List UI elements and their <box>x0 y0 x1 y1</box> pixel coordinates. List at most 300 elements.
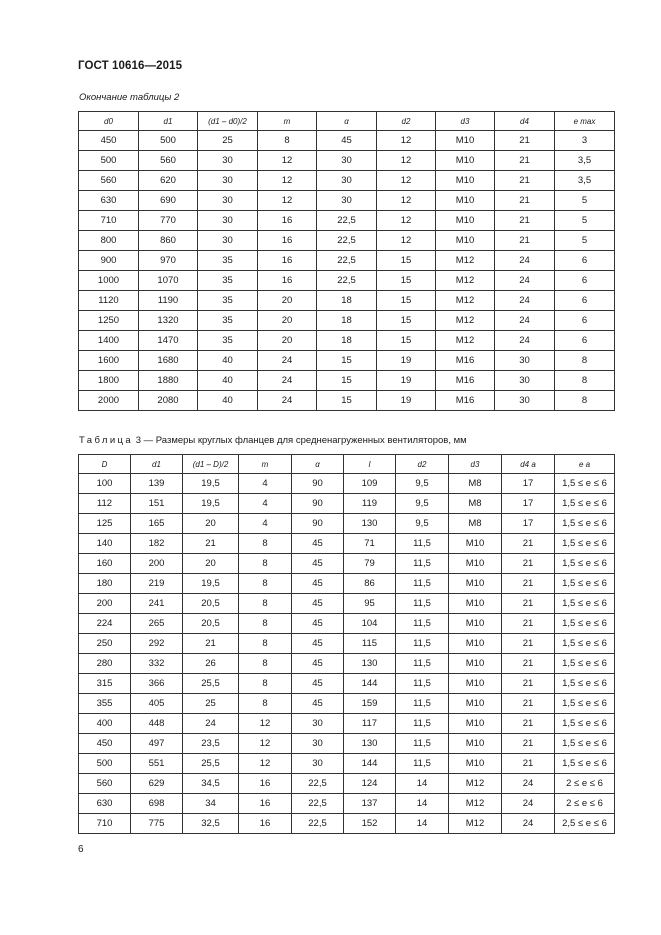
table-cell: 18 <box>317 291 377 311</box>
table-cell: 30 <box>495 351 555 371</box>
table-cell: 1800 <box>79 371 139 391</box>
table-cell: 117 <box>344 714 396 734</box>
table-cell: 45 <box>317 131 377 151</box>
table-cell: 1120 <box>79 291 139 311</box>
table-cell: 159 <box>344 694 396 714</box>
table-cell: 21 <box>495 171 555 191</box>
table-cell: 12 <box>377 171 436 191</box>
table-cell: 25,5 <box>183 674 239 694</box>
table-cell: 11,5 <box>396 754 449 774</box>
table-cell: 11,5 <box>396 534 449 554</box>
table-row <box>79 654 615 674</box>
table-cell: 30 <box>198 191 258 211</box>
table-cell: M10 <box>449 694 502 714</box>
table-cell: 21 <box>502 654 555 674</box>
column-header: m <box>258 112 317 131</box>
table-cell: 137 <box>344 794 396 814</box>
table-cell: 710 <box>79 814 131 834</box>
table-cell: 45 <box>292 654 344 674</box>
table-cell: 34 <box>183 794 239 814</box>
table-cell: 500 <box>139 131 198 151</box>
table-cell: 30 <box>198 231 258 251</box>
table-cell: 12 <box>377 211 436 231</box>
table-cell: 1,5 ≤ e ≤ 6 <box>555 514 615 534</box>
table-cell: 1000 <box>79 271 139 291</box>
table-cell: 40 <box>198 351 258 371</box>
table-cell: 12 <box>258 151 317 171</box>
table-cell: 900 <box>79 251 139 271</box>
table-cell: 21 <box>502 554 555 574</box>
table-cell: 8 <box>239 534 292 554</box>
table-cell: 8 <box>239 674 292 694</box>
table-cell: 21 <box>183 634 239 654</box>
table-cell: 21 <box>502 534 555 554</box>
table-cell: 71 <box>344 534 396 554</box>
table-row <box>79 311 615 331</box>
table-cell: 21 <box>495 151 555 171</box>
table-cell: M12 <box>436 331 495 351</box>
table-cell: 182 <box>131 534 183 554</box>
table-cell: 14 <box>396 814 449 834</box>
table-cell: 450 <box>79 734 131 754</box>
table-cell: 16 <box>258 231 317 251</box>
table-cell: 1320 <box>139 311 198 331</box>
table-cell: 26 <box>183 654 239 674</box>
table-cell: M10 <box>449 654 502 674</box>
table-row <box>79 171 615 191</box>
table-cell: M12 <box>436 291 495 311</box>
table-cell: 24 <box>502 774 555 794</box>
table-cell: 19 <box>377 391 436 411</box>
table-cell: 20 <box>183 514 239 534</box>
table-cell: 21 <box>495 211 555 231</box>
column-header: d3 <box>436 112 495 131</box>
table-cell: 224 <box>79 614 131 634</box>
table3-caption-text: 3 — Размеры круглых фланцев для средненагруженных вентиляторов, мм <box>133 435 467 446</box>
table-header-row <box>79 112 615 131</box>
table-cell: 15 <box>377 291 436 311</box>
table-cell: M12 <box>449 814 502 834</box>
table-cell: 24 <box>258 371 317 391</box>
table-row <box>79 554 615 574</box>
table-cell: 1,5 ≤ e ≤ 6 <box>555 634 615 654</box>
table-cell: 1250 <box>79 311 139 331</box>
table-row <box>79 474 615 494</box>
table-cell: 551 <box>131 754 183 774</box>
table-cell: 17 <box>502 514 555 534</box>
table-row <box>79 291 615 311</box>
table-cell: 40 <box>198 391 258 411</box>
table-cell: 355 <box>79 694 131 714</box>
table-cell: 9,5 <box>396 474 449 494</box>
table-cell: 630 <box>79 794 131 814</box>
table-cell: 1,5 ≤ e ≤ 6 <box>555 654 615 674</box>
table-cell: 800 <box>79 231 139 251</box>
table-cell: 450 <box>79 131 139 151</box>
table-cell: 16 <box>258 271 317 291</box>
table-header-row <box>79 455 615 474</box>
table-cell: 45 <box>292 534 344 554</box>
table-cell: 366 <box>131 674 183 694</box>
table-cell: 30 <box>495 391 555 411</box>
table-cell: 560 <box>79 774 131 794</box>
table-cell: 139 <box>131 474 183 494</box>
column-header: d4 a <box>502 455 555 474</box>
table-cell: 40 <box>198 371 258 391</box>
table-cell: 32,5 <box>183 814 239 834</box>
table-cell: 12 <box>258 191 317 211</box>
table-cell: M10 <box>449 534 502 554</box>
table-cell: 34,5 <box>183 774 239 794</box>
column-header: (d1 – d0)/2 <box>198 112 258 131</box>
table-cell: 11,5 <box>396 614 449 634</box>
table-cell: 1,5 ≤ e ≤ 6 <box>555 574 615 594</box>
column-header: m <box>239 455 292 474</box>
table-cell: 15 <box>377 251 436 271</box>
table-cell: 22,5 <box>317 231 377 251</box>
column-header: d3 <box>449 455 502 474</box>
table-cell: 1,5 ≤ e ≤ 6 <box>555 754 615 774</box>
table-cell: 35 <box>198 311 258 331</box>
column-header: (d1 – D)/2 <box>183 455 239 474</box>
table-row <box>79 271 615 291</box>
table2-caption: Окончание таблицы 2 <box>79 92 180 103</box>
table-row <box>79 371 615 391</box>
table-cell: 448 <box>131 714 183 734</box>
table-cell: 100 <box>79 474 131 494</box>
table-cell: 140 <box>79 534 131 554</box>
table-cell: 8 <box>555 371 615 391</box>
table-cell: 1,5 ≤ e ≤ 6 <box>555 714 615 734</box>
table-cell: 30 <box>198 171 258 191</box>
table-cell: M10 <box>449 714 502 734</box>
column-header: d0 <box>79 112 139 131</box>
table-cell: 21 <box>495 231 555 251</box>
table-cell: 11,5 <box>396 574 449 594</box>
table-cell: 265 <box>131 614 183 634</box>
table-cell: 292 <box>131 634 183 654</box>
table-cell: 11,5 <box>396 714 449 734</box>
table-cell: 25,5 <box>183 754 239 774</box>
table-cell: 45 <box>292 574 344 594</box>
table-cell: 22,5 <box>292 814 344 834</box>
table-row <box>79 594 615 614</box>
table-cell: 970 <box>139 251 198 271</box>
table-cell: 24 <box>495 311 555 331</box>
table-cell: M10 <box>436 191 495 211</box>
table-cell: 1600 <box>79 351 139 371</box>
table-cell: 35 <box>198 291 258 311</box>
table-row <box>79 754 615 774</box>
table-cell: 2 ≤ e ≤ 6 <box>555 774 615 794</box>
table-cell: 19 <box>377 371 436 391</box>
table-cell: 15 <box>317 351 377 371</box>
table-cell: 4 <box>239 474 292 494</box>
table-cell: M8 <box>449 514 502 534</box>
table-cell: M12 <box>436 311 495 331</box>
table-cell: 8 <box>258 131 317 151</box>
table-row <box>79 151 615 171</box>
table-cell: 1,5 ≤ e ≤ 6 <box>555 494 615 514</box>
table-cell: 2 ≤ e ≤ 6 <box>555 794 615 814</box>
table-cell: 22,5 <box>292 794 344 814</box>
table-cell: 24 <box>502 814 555 834</box>
table-cell: 12 <box>239 714 292 734</box>
table-cell: 20 <box>258 311 317 331</box>
table-cell: 24 <box>495 271 555 291</box>
table-cell: M16 <box>436 391 495 411</box>
table-cell: 24 <box>502 794 555 814</box>
table-cell: 1880 <box>139 371 198 391</box>
table-cell: 6 <box>555 291 615 311</box>
table-cell: 124 <box>344 774 396 794</box>
table-cell: 30 <box>317 191 377 211</box>
table-cell: 24 <box>258 351 317 371</box>
table-cell: 8 <box>555 351 615 371</box>
table-cell: 30 <box>317 171 377 191</box>
table-cell: 12 <box>377 231 436 251</box>
table-cell: 315 <box>79 674 131 694</box>
table-cell: M12 <box>436 271 495 291</box>
table-cell: M10 <box>449 614 502 634</box>
table-cell: 90 <box>292 514 344 534</box>
table-cell: 500 <box>79 754 131 774</box>
table-cell: 119 <box>344 494 396 514</box>
table-cell: 19 <box>377 351 436 371</box>
table-cell: M10 <box>436 211 495 231</box>
table-cell: 160 <box>79 554 131 574</box>
table-row <box>79 391 615 411</box>
table-cell: 21 <box>502 714 555 734</box>
column-header: l <box>344 455 396 474</box>
page-number: 6 <box>78 844 84 855</box>
table-cell: M10 <box>436 171 495 191</box>
table-cell: 30 <box>198 211 258 231</box>
table-cell: 18 <box>317 311 377 331</box>
table-cell: 11,5 <box>396 694 449 714</box>
table-cell: 629 <box>131 774 183 794</box>
table-cell: 104 <box>344 614 396 634</box>
table-cell: 560 <box>139 151 198 171</box>
table-cell: 125 <box>79 514 131 534</box>
column-header: d1 <box>139 112 198 131</box>
table-cell: 180 <box>79 574 131 594</box>
table-cell: 1,5 ≤ e ≤ 6 <box>555 474 615 494</box>
table-cell: 21 <box>502 594 555 614</box>
table-cell: 630 <box>79 191 139 211</box>
table-cell: 22,5 <box>317 211 377 231</box>
table-cell: 11,5 <box>396 594 449 614</box>
table-cell: 30 <box>292 714 344 734</box>
table-cell: 21 <box>502 614 555 634</box>
table-cell: 35 <box>198 251 258 271</box>
table-cell: 1190 <box>139 291 198 311</box>
table-cell: M10 <box>449 674 502 694</box>
table-cell: 16 <box>239 814 292 834</box>
table-cell: 152 <box>344 814 396 834</box>
table-cell: 30 <box>317 151 377 171</box>
table-row <box>79 514 615 534</box>
table3-caption-label: Таблица <box>79 435 134 446</box>
table-cell: 250 <box>79 634 131 654</box>
table-cell: 30 <box>495 371 555 391</box>
column-header: d1 <box>131 455 183 474</box>
table-cell: M16 <box>436 371 495 391</box>
table-cell: 18 <box>317 331 377 351</box>
table-cell: 560 <box>79 171 139 191</box>
table-cell: 45 <box>292 634 344 654</box>
table-cell: 20 <box>258 291 317 311</box>
table-cell: M10 <box>449 634 502 654</box>
table-row <box>79 331 615 351</box>
table-3 <box>78 454 615 834</box>
table-cell: 400 <box>79 714 131 734</box>
table-cell: 1070 <box>139 271 198 291</box>
table-cell: 19,5 <box>183 574 239 594</box>
table-cell: 109 <box>344 474 396 494</box>
table-cell: 3 <box>555 131 615 151</box>
table-cell: 6 <box>555 311 615 331</box>
table-row <box>79 774 615 794</box>
table-cell: 8 <box>239 634 292 654</box>
table-cell: M12 <box>449 774 502 794</box>
table-cell: 21 <box>502 634 555 654</box>
table-cell: 95 <box>344 594 396 614</box>
table-cell: 200 <box>131 554 183 574</box>
column-header: e max <box>555 112 615 131</box>
table-cell: 5 <box>555 231 615 251</box>
table-cell: 22,5 <box>317 251 377 271</box>
table-cell: 1,5 ≤ e ≤ 6 <box>555 694 615 714</box>
table-cell: 241 <box>131 594 183 614</box>
table-cell: 45 <box>292 554 344 574</box>
table-cell: 21 <box>495 131 555 151</box>
table-cell: 21 <box>502 694 555 714</box>
table-cell: 14 <box>396 774 449 794</box>
table-cell: 1,5 ≤ e ≤ 6 <box>555 554 615 574</box>
table-cell: 11,5 <box>396 634 449 654</box>
table-cell: 8 <box>239 574 292 594</box>
table-cell: 690 <box>139 191 198 211</box>
table-cell: 16 <box>258 251 317 271</box>
table-cell: 45 <box>292 694 344 714</box>
table-cell: 79 <box>344 554 396 574</box>
table-cell: 35 <box>198 331 258 351</box>
table-cell: M8 <box>449 494 502 514</box>
table-cell: 12 <box>377 191 436 211</box>
table-row <box>79 814 615 834</box>
table-cell: 30 <box>292 754 344 774</box>
table-cell: 497 <box>131 734 183 754</box>
column-header: d2 <box>377 112 436 131</box>
table-cell: 698 <box>131 794 183 814</box>
table-cell: 219 <box>131 574 183 594</box>
table-cell: 35 <box>198 271 258 291</box>
table-cell: 45 <box>292 594 344 614</box>
table-cell: 1470 <box>139 331 198 351</box>
table-row <box>79 191 615 211</box>
table-cell: 15 <box>317 391 377 411</box>
table-cell: 1,5 ≤ e ≤ 6 <box>555 674 615 694</box>
table-row <box>79 131 615 151</box>
table-cell: 20 <box>258 331 317 351</box>
table-cell: M10 <box>449 734 502 754</box>
table-cell: 144 <box>344 754 396 774</box>
table-cell: 17 <box>502 494 555 514</box>
table-cell: M12 <box>436 251 495 271</box>
table-cell: 19,5 <box>183 494 239 514</box>
table-cell: M12 <box>449 794 502 814</box>
table-row <box>79 674 615 694</box>
column-header: d2 <box>396 455 449 474</box>
table-cell: 151 <box>131 494 183 514</box>
table-cell: M8 <box>449 474 502 494</box>
table-cell: 165 <box>131 514 183 534</box>
table-cell: 2000 <box>79 391 139 411</box>
table-row <box>79 351 615 371</box>
table-cell: 130 <box>344 654 396 674</box>
table-cell: 710 <box>79 211 139 231</box>
table-cell: 8 <box>239 654 292 674</box>
table-cell: 5 <box>555 211 615 231</box>
table3-caption <box>79 435 467 446</box>
table-cell: 332 <box>131 654 183 674</box>
table-cell: 90 <box>292 494 344 514</box>
table-cell: 6 <box>555 331 615 351</box>
table-row <box>79 494 615 514</box>
table-row <box>79 211 615 231</box>
table-cell: 6 <box>555 251 615 271</box>
table-cell: 200 <box>79 594 131 614</box>
table-cell: 24 <box>495 291 555 311</box>
table-cell: 500 <box>79 151 139 171</box>
table-cell: 25 <box>183 694 239 714</box>
table-cell: 6 <box>555 271 615 291</box>
table-cell: 8 <box>239 614 292 634</box>
column-header: e a <box>555 455 615 474</box>
column-header: α <box>292 455 344 474</box>
table-cell: 45 <box>292 674 344 694</box>
table-cell: 130 <box>344 734 396 754</box>
table-cell: 9,5 <box>396 494 449 514</box>
table-cell: 770 <box>139 211 198 231</box>
table-cell: M10 <box>449 754 502 774</box>
table-cell: 12 <box>239 754 292 774</box>
table-cell: 280 <box>79 654 131 674</box>
table-cell: 21 <box>502 574 555 594</box>
table-row <box>79 614 615 634</box>
table-cell: 24 <box>183 714 239 734</box>
column-header: d4 <box>495 112 555 131</box>
table-cell: 3,5 <box>555 151 615 171</box>
table-cell: 19,5 <box>183 474 239 494</box>
table-cell: 15 <box>377 311 436 331</box>
table-cell: 15 <box>317 371 377 391</box>
table-cell: 8 <box>239 594 292 614</box>
table-cell: 9,5 <box>396 514 449 534</box>
table-row <box>79 714 615 734</box>
table-cell: 1,5 ≤ e ≤ 6 <box>555 614 615 634</box>
table-cell: 16 <box>258 211 317 231</box>
table-cell: 21 <box>502 674 555 694</box>
table-cell: 3,5 <box>555 171 615 191</box>
table-cell: 1680 <box>139 351 198 371</box>
table-cell: M10 <box>449 554 502 574</box>
table-cell: 11,5 <box>396 734 449 754</box>
column-header: α <box>317 112 377 131</box>
table-cell: 11,5 <box>396 654 449 674</box>
table-cell: 22,5 <box>317 271 377 291</box>
